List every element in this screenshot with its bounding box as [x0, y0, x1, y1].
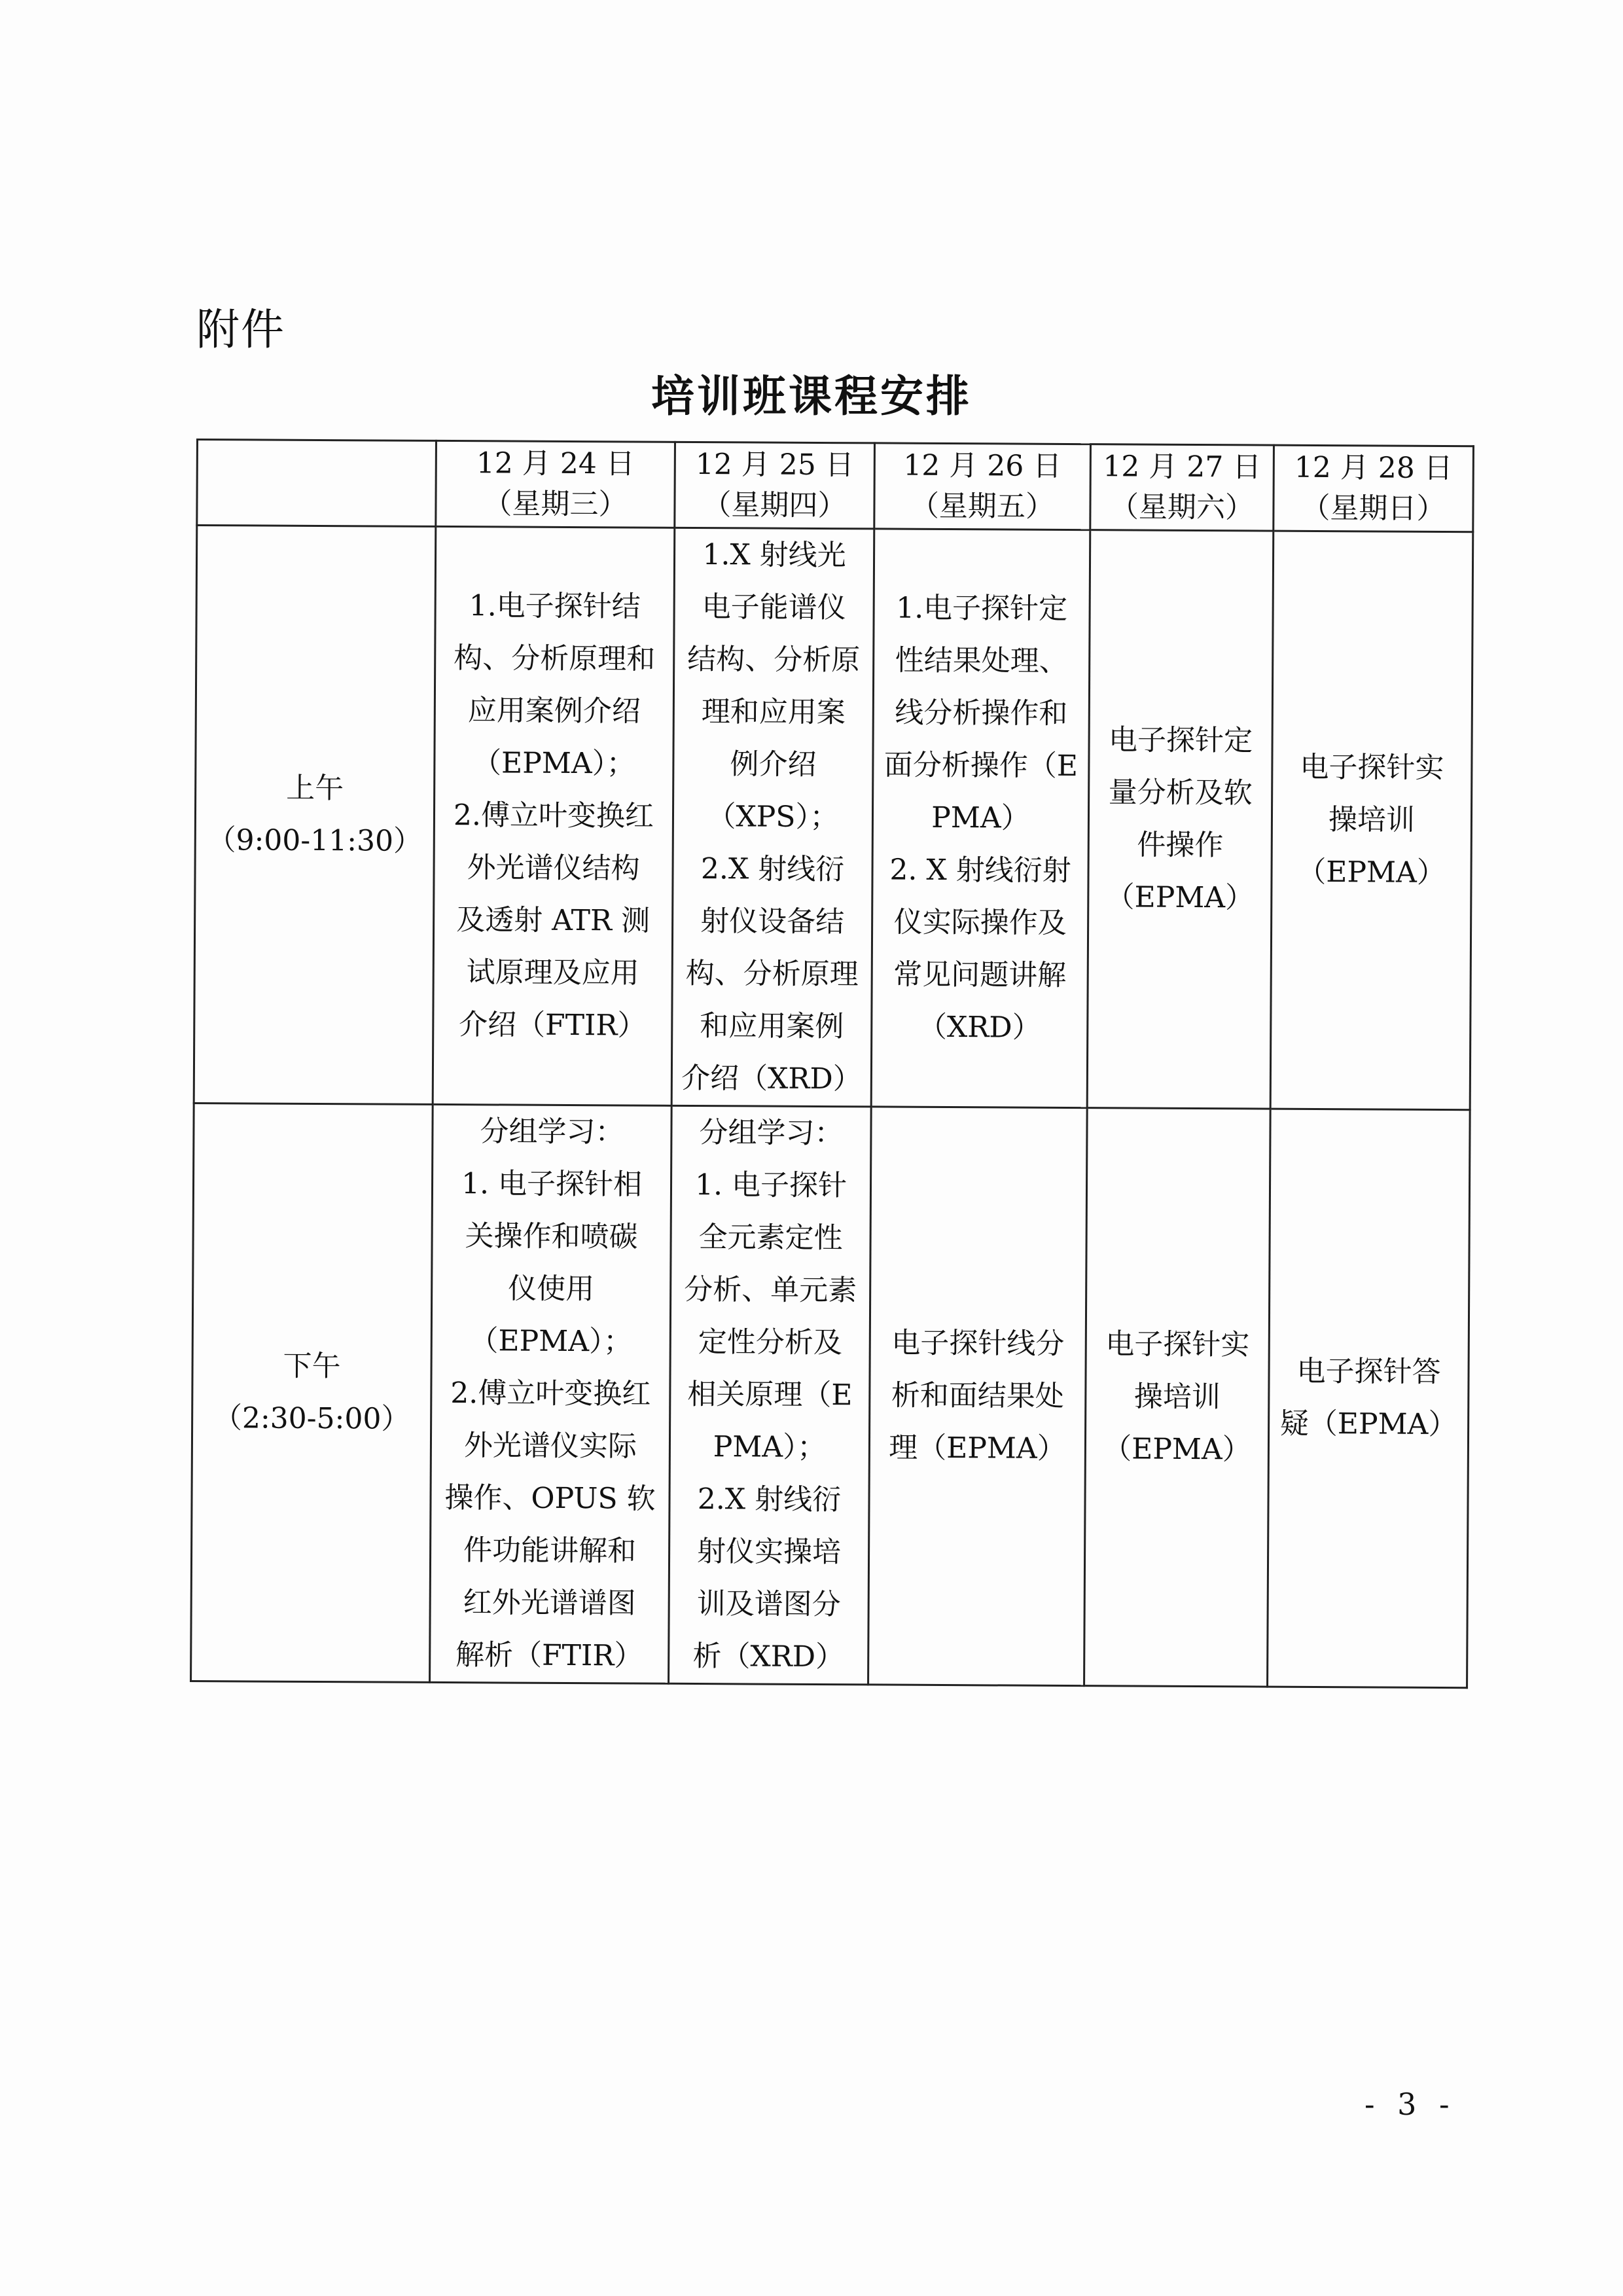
- cell-line: 电子探针答: [1296, 1354, 1441, 1389]
- cell-line: 全元素定性: [698, 1221, 843, 1255]
- cell-line: （XPS）；: [707, 800, 839, 834]
- cell-line: 介绍（XRD）: [681, 1061, 862, 1096]
- header-date: 12 月 26 日: [903, 448, 1062, 483]
- morning-row: [194, 526, 1473, 1110]
- page-number: - 3 -: [1364, 2087, 1456, 2122]
- cell-line: 构、分析原理: [685, 956, 859, 992]
- cell-line: 1.电子探针定: [896, 591, 1068, 626]
- cell-line: 构、分析原理和: [454, 641, 656, 676]
- header-cell-dec25: [675, 442, 875, 529]
- cell-line: （EPMA）: [1105, 880, 1255, 915]
- cell-line: （EPMA）；: [472, 746, 635, 781]
- cell-line: 理和应用案: [701, 695, 846, 730]
- morning-dec26-cell: [871, 529, 1090, 1108]
- cell-line: 2.傅立叶变换红: [453, 798, 654, 833]
- cell-line: 电子能谱仪: [702, 590, 846, 625]
- period-time: （2:30-5:00）: [213, 1401, 410, 1436]
- cell-line: 应用案例介绍: [467, 694, 641, 728]
- afternoon-row: [191, 1103, 1471, 1687]
- cell-line: 外光谱仪结构: [467, 851, 640, 886]
- cell-line: 理（EPMA）: [889, 1431, 1066, 1465]
- cell-line: 训及谱图分: [696, 1587, 841, 1622]
- cell-line: 相关原理（E: [687, 1377, 853, 1412]
- cell-line: 性结果处理、: [895, 643, 1068, 678]
- cell-line: 仪使用: [508, 1272, 595, 1306]
- header-weekday: （星期五）: [910, 489, 1055, 524]
- morning-dec27-cell: [1087, 530, 1274, 1109]
- cell-line: 红外光谱谱图: [463, 1586, 636, 1621]
- cell-line: 电子探针定: [1108, 723, 1253, 758]
- cell-line: 电子探针线分: [891, 1326, 1065, 1361]
- cell-line: 线分析操作和: [895, 696, 1068, 730]
- cell-line: 分析、单元素: [684, 1272, 857, 1308]
- corner-cell: [197, 440, 437, 527]
- cell-line: （EPMA）: [1103, 1432, 1251, 1467]
- period-label: 下午: [283, 1349, 341, 1384]
- cell-line: 电子探针实: [1105, 1327, 1250, 1362]
- cell-line: 和应用案例: [700, 1009, 844, 1044]
- header-date: 12 月 27 日: [1103, 450, 1262, 484]
- header-cell-dec26: [874, 443, 1091, 530]
- cell-line: 常见问题讲解: [893, 958, 1067, 992]
- cell-line: 外光谱仪实际: [463, 1429, 637, 1463]
- morning-dec24-cell: [433, 526, 675, 1105]
- cell-line: 定性分析及: [698, 1325, 842, 1360]
- cell-line: 操作、OPUS 软: [444, 1481, 656, 1516]
- cell-line: 仪实际操作及: [893, 905, 1067, 940]
- header-cell-dec27: [1090, 444, 1274, 531]
- afternoon-dec26-cell: [868, 1107, 1088, 1686]
- cell-line: 结构、分析原: [687, 642, 861, 677]
- period-label: 上午: [286, 771, 344, 806]
- cell-line: 1. 电子探针: [694, 1168, 847, 1203]
- header-date: 12 月 24 日: [476, 446, 635, 481]
- cell-line: 射仪实操培: [696, 1535, 842, 1570]
- cell-line: 试原理及应用: [466, 956, 639, 990]
- afternoon-period-cell: [191, 1103, 433, 1682]
- afternoon-dec24-cell: [430, 1104, 672, 1683]
- schedule-table: [190, 439, 1474, 1689]
- afternoon-dec27-cell: [1084, 1108, 1271, 1687]
- cell-line: 分组学习：: [699, 1116, 844, 1151]
- cell-line: 1.电子探针结: [469, 589, 641, 624]
- cell-line: 件功能讲解和: [463, 1534, 637, 1568]
- cell-line: 1. 电子探针相: [461, 1167, 643, 1202]
- header-cell-dec28: [1274, 445, 1474, 532]
- morning-dec25-cell: [671, 528, 874, 1107]
- header-date: 12 月 25 日: [695, 447, 854, 482]
- afternoon-dec25-cell: [669, 1105, 872, 1685]
- header-weekday: （星期四）: [702, 488, 847, 523]
- cell-line: 操培训: [1133, 1380, 1221, 1414]
- cell-line: 关操作和喷碳: [465, 1219, 638, 1254]
- cell-line: 2. X 射线衍射: [889, 853, 1071, 888]
- cell-line: 1.X 射线光: [702, 538, 846, 573]
- morning-period-cell: [194, 526, 436, 1105]
- cell-line: 分组学习：: [480, 1115, 624, 1149]
- cell-line: 2.X 射线衍: [700, 852, 845, 887]
- header-weekday: （星期六）: [1109, 490, 1255, 525]
- page-title: 培训班课程安排: [651, 371, 972, 422]
- cell-line: 析（XRD）: [692, 1639, 845, 1674]
- cell-line: 析和面结果处: [891, 1378, 1064, 1413]
- header-cell-dec24: [436, 440, 675, 528]
- header-weekday: （星期三）: [483, 487, 628, 522]
- header-weekday: （星期日）: [1301, 491, 1446, 526]
- attachment-label: 附件: [196, 304, 285, 355]
- header-date: 12 月 28 日: [1294, 450, 1453, 486]
- cell-line: 电子探针实: [1300, 750, 1444, 785]
- header-row: [197, 440, 1474, 532]
- cell-line: 量分析及软: [1108, 776, 1253, 810]
- cell-line: 射仪设备结: [700, 905, 845, 939]
- cell-line: 2.傅立叶变换红: [450, 1376, 651, 1411]
- cell-line: 面分析操作（E: [883, 748, 1079, 783]
- morning-dec28-cell: [1270, 531, 1473, 1110]
- afternoon-dec28-cell: [1268, 1109, 1471, 1688]
- cell-line: PMA）；: [713, 1430, 827, 1465]
- cell-line: 介绍（FTIR）: [458, 1008, 647, 1043]
- cell-line: 疑（EPMA）: [1279, 1407, 1457, 1442]
- cell-line: 件操作: [1137, 828, 1224, 863]
- cell-line: （XRD）: [918, 1010, 1041, 1045]
- cell-line: 及透射 ATR 测: [456, 903, 651, 938]
- cell-line: （EPMA）: [1297, 855, 1446, 890]
- cell-line: PMA）: [931, 800, 1030, 835]
- cell-line: 例介绍: [730, 747, 817, 781]
- cell-line: 操培训: [1328, 803, 1416, 837]
- period-time: （9:00-11:30）: [207, 823, 423, 858]
- cell-line: （EPMA）；: [469, 1324, 633, 1359]
- cell-line: 2.X 射线衍: [697, 1482, 842, 1517]
- cell-line: 解析（FTIR）: [455, 1638, 643, 1673]
